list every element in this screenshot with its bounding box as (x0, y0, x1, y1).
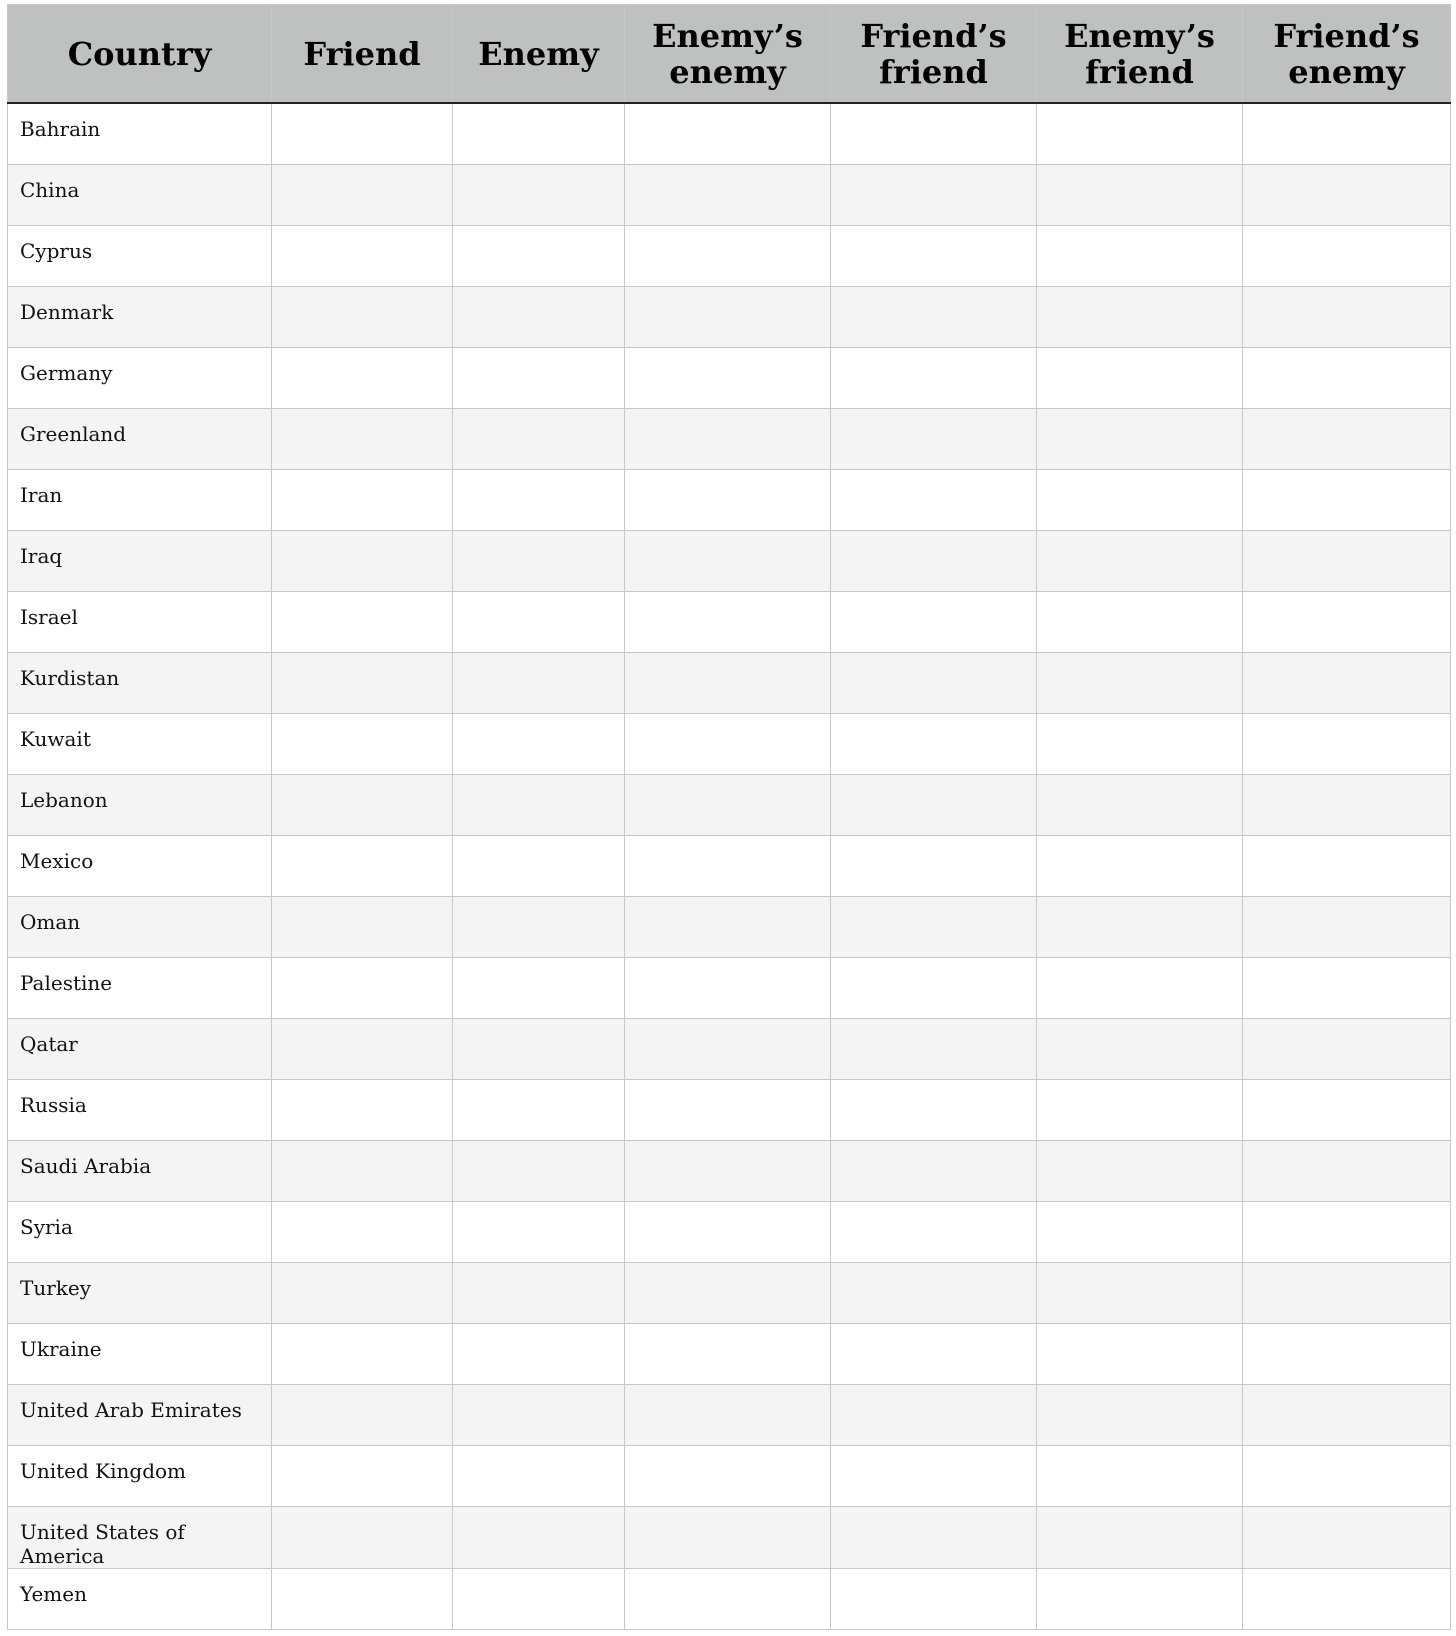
header-enemy: Enemy (453, 5, 625, 104)
country-cell: Oman (8, 897, 272, 958)
country-cell: Israel (8, 592, 272, 653)
country-cell: Germany (8, 348, 272, 409)
friends-enemy-cell[interactable] (1243, 409, 1451, 470)
enemys-friend-cell[interactable] (1037, 958, 1243, 1019)
friend-cell[interactable] (272, 287, 453, 348)
enemys-enemy-cell[interactable] (625, 1324, 831, 1385)
table-row (8, 653, 1451, 714)
country-cell: Russia (8, 1080, 272, 1141)
enemys-enemy-cell[interactable] (625, 1446, 831, 1507)
enemys-enemy-cell[interactable] (625, 1141, 831, 1202)
friend-cell[interactable] (272, 226, 453, 287)
enemy-cell[interactable] (453, 775, 625, 836)
table-row (8, 165, 1451, 226)
enemys-enemy-cell[interactable] (625, 836, 831, 897)
enemy-cell[interactable] (453, 348, 625, 409)
friend-cell[interactable] (272, 1446, 453, 1507)
enemys-enemy-cell[interactable] (625, 958, 831, 1019)
table-row (8, 775, 1451, 836)
enemys-friend-cell[interactable] (1037, 470, 1243, 531)
friends-friend-cell[interactable] (831, 1569, 1037, 1630)
table-row (8, 531, 1451, 592)
enemys-enemy-cell[interactable] (625, 409, 831, 470)
friends-enemy-cell[interactable] (1243, 1080, 1451, 1141)
enemys-enemy-cell[interactable] (625, 1202, 831, 1263)
enemys-friend-cell[interactable] (1037, 836, 1243, 897)
friend-cell[interactable] (272, 1507, 453, 1569)
table-row (8, 1507, 1451, 1569)
friends-friend-cell[interactable] (831, 165, 1037, 226)
friends-friend-cell[interactable] (831, 1324, 1037, 1385)
friend-cell[interactable] (272, 1385, 453, 1446)
enemys-enemy-cell[interactable] (625, 1263, 831, 1324)
table-row (8, 348, 1451, 409)
friends-friend-cell[interactable] (831, 653, 1037, 714)
enemy-cell[interactable] (453, 226, 625, 287)
country-cell: Cyprus (8, 226, 272, 287)
enemys-friend-cell[interactable] (1037, 103, 1243, 165)
table-row (8, 836, 1451, 897)
country-cell: Kuwait (8, 714, 272, 775)
enemys-enemy-cell[interactable] (625, 165, 831, 226)
enemy-cell[interactable] (453, 165, 625, 226)
friends-friend-cell[interactable] (831, 226, 1037, 287)
friends-enemy-cell[interactable] (1243, 897, 1451, 958)
relationship-table (7, 4, 1451, 1630)
friend-cell[interactable] (272, 1263, 453, 1324)
header-country: Country (8, 5, 272, 104)
enemy-cell[interactable] (453, 1019, 625, 1080)
friends-enemy-cell[interactable] (1243, 714, 1451, 775)
enemy-cell[interactable] (453, 409, 625, 470)
friend-cell[interactable] (272, 1019, 453, 1080)
enemys-friend-cell[interactable] (1037, 897, 1243, 958)
friend-cell[interactable] (272, 348, 453, 409)
enemys-friend-cell[interactable] (1037, 226, 1243, 287)
enemy-cell[interactable] (453, 1385, 625, 1446)
friends-enemy-cell[interactable] (1243, 1202, 1451, 1263)
friend-cell[interactable] (272, 836, 453, 897)
table-row (8, 1080, 1451, 1141)
country-cell: Iraq (8, 531, 272, 592)
enemy-cell[interactable] (453, 287, 625, 348)
enemy-cell[interactable] (453, 1324, 625, 1385)
table-row (8, 1569, 1451, 1630)
country-cell: Ukraine (8, 1324, 272, 1385)
enemys-friend-cell[interactable] (1037, 1569, 1243, 1630)
enemys-friend-cell[interactable] (1037, 165, 1243, 226)
friend-cell[interactable] (272, 592, 453, 653)
friends-friend-cell[interactable] (831, 470, 1037, 531)
table-row (8, 1385, 1451, 1446)
friends-enemy-cell[interactable] (1243, 226, 1451, 287)
country-cell: Palestine (8, 958, 272, 1019)
enemy-cell[interactable] (453, 714, 625, 775)
friends-friend-cell[interactable] (831, 1202, 1037, 1263)
friend-cell[interactable] (272, 714, 453, 775)
friends-enemy-cell[interactable] (1243, 1507, 1451, 1569)
enemy-cell[interactable] (453, 1263, 625, 1324)
friends-friend-cell[interactable] (831, 287, 1037, 348)
country-cell: Qatar (8, 1019, 272, 1080)
table-row (8, 714, 1451, 775)
enemys-enemy-cell[interactable] (625, 287, 831, 348)
country-cell: Turkey (8, 1263, 272, 1324)
table-row (8, 897, 1451, 958)
friends-enemy-cell[interactable] (1243, 958, 1451, 1019)
table-row (8, 409, 1451, 470)
table-row (8, 1263, 1451, 1324)
friends-friend-cell[interactable] (831, 348, 1037, 409)
enemys-friend-cell[interactable] (1037, 1202, 1243, 1263)
country-cell: United Kingdom (8, 1446, 272, 1507)
table-row (8, 103, 1451, 165)
enemy-cell[interactable] (453, 1507, 625, 1569)
enemys-enemy-cell[interactable] (625, 1385, 831, 1446)
enemys-friend-cell[interactable] (1037, 714, 1243, 775)
header-enemys-friend: Enemy’s friend (1037, 5, 1243, 104)
table-row (8, 470, 1451, 531)
country-cell: China (8, 165, 272, 226)
enemys-friend-cell[interactable] (1037, 1507, 1243, 1569)
friends-enemy-cell[interactable] (1243, 1446, 1451, 1507)
country-cell: Mexico (8, 836, 272, 897)
country-cell: Yemen (8, 1569, 272, 1630)
friends-enemy-cell[interactable] (1243, 1385, 1451, 1446)
friends-friend-cell[interactable] (831, 103, 1037, 165)
friends-friend-cell[interactable] (831, 1507, 1037, 1569)
header-friends-friend: Friend’s friend (831, 5, 1037, 104)
table-row (8, 1141, 1451, 1202)
friends-friend-cell[interactable] (831, 1019, 1037, 1080)
enemys-friend-cell[interactable] (1037, 1446, 1243, 1507)
header-friend: Friend (272, 5, 453, 104)
country-cell: Denmark (8, 287, 272, 348)
table-row (8, 1324, 1451, 1385)
enemys-friend-cell[interactable] (1037, 1263, 1243, 1324)
table-header (8, 5, 1451, 104)
enemy-cell[interactable] (453, 103, 625, 165)
enemys-friend-cell[interactable] (1037, 1324, 1243, 1385)
friends-enemy-cell[interactable] (1243, 1263, 1451, 1324)
enemys-friend-cell[interactable] (1037, 775, 1243, 836)
friend-cell[interactable] (272, 531, 453, 592)
enemy-cell[interactable] (453, 1202, 625, 1263)
enemys-enemy-cell[interactable] (625, 1019, 831, 1080)
enemys-friend-cell[interactable] (1037, 348, 1243, 409)
friends-friend-cell[interactable] (831, 409, 1037, 470)
friends-friend-cell[interactable] (831, 775, 1037, 836)
enemys-friend-cell[interactable] (1037, 653, 1243, 714)
country-cell: Syria (8, 1202, 272, 1263)
enemy-cell[interactable] (453, 1446, 625, 1507)
enemys-friend-cell[interactable] (1037, 1019, 1243, 1080)
enemy-cell[interactable] (453, 836, 625, 897)
friend-cell[interactable] (272, 409, 453, 470)
friends-friend-cell[interactable] (831, 1263, 1037, 1324)
enemys-enemy-cell[interactable] (625, 470, 831, 531)
country-cell: Lebanon (8, 775, 272, 836)
enemys-enemy-cell[interactable] (625, 714, 831, 775)
friends-enemy-cell[interactable] (1243, 1569, 1451, 1630)
friends-friend-cell[interactable] (831, 1385, 1037, 1446)
enemy-cell[interactable] (453, 653, 625, 714)
table-row (8, 226, 1451, 287)
country-cell: Greenland (8, 409, 272, 470)
enemy-cell[interactable] (453, 1569, 625, 1630)
enemys-enemy-cell[interactable] (625, 897, 831, 958)
friends-enemy-cell[interactable] (1243, 592, 1451, 653)
enemys-friend-cell[interactable] (1037, 592, 1243, 653)
friends-friend-cell[interactable] (831, 714, 1037, 775)
enemys-friend-cell[interactable] (1037, 409, 1243, 470)
table-row (8, 287, 1451, 348)
friend-cell[interactable] (272, 1324, 453, 1385)
table-row (8, 1019, 1451, 1080)
friends-enemy-cell[interactable] (1243, 1019, 1451, 1080)
friends-enemy-cell[interactable] (1243, 1141, 1451, 1202)
friend-cell[interactable] (272, 470, 453, 531)
enemy-cell[interactable] (453, 897, 625, 958)
enemys-friend-cell[interactable] (1037, 1141, 1243, 1202)
friends-enemy-cell[interactable] (1243, 531, 1451, 592)
friends-friend-cell[interactable] (831, 592, 1037, 653)
friends-friend-cell[interactable] (831, 531, 1037, 592)
friends-enemy-cell[interactable] (1243, 470, 1451, 531)
enemys-friend-cell[interactable] (1037, 287, 1243, 348)
friends-enemy-cell[interactable] (1243, 103, 1451, 165)
enemys-enemy-cell[interactable] (625, 226, 831, 287)
enemys-enemy-cell[interactable] (625, 1507, 831, 1569)
enemy-cell[interactable] (453, 531, 625, 592)
enemys-enemy-cell[interactable] (625, 531, 831, 592)
enemy-cell[interactable] (453, 1080, 625, 1141)
friend-cell[interactable] (272, 103, 453, 165)
enemys-enemy-cell[interactable] (625, 653, 831, 714)
enemy-cell[interactable] (453, 1141, 625, 1202)
friends-enemy-cell[interactable] (1243, 165, 1451, 226)
table-row (8, 1202, 1451, 1263)
friends-friend-cell[interactable] (831, 1080, 1037, 1141)
enemys-friend-cell[interactable] (1037, 1080, 1243, 1141)
friend-cell[interactable] (272, 653, 453, 714)
table-row (8, 1446, 1451, 1507)
friends-friend-cell[interactable] (831, 836, 1037, 897)
enemy-cell[interactable] (453, 470, 625, 531)
enemy-cell[interactable] (453, 958, 625, 1019)
friend-cell[interactable] (272, 1569, 453, 1630)
friends-enemy-cell[interactable] (1243, 1324, 1451, 1385)
enemys-enemy-cell[interactable] (625, 348, 831, 409)
header-enemys-enemy: Enemy’s enemy (625, 5, 831, 104)
friends-friend-cell[interactable] (831, 1446, 1037, 1507)
country-cell: Kurdistan (8, 653, 272, 714)
enemy-cell[interactable] (453, 592, 625, 653)
country-cell: United Arab Emirates (8, 1385, 272, 1446)
friend-cell[interactable] (272, 1141, 453, 1202)
friends-enemy-cell[interactable] (1243, 653, 1451, 714)
country-cell: Iran (8, 470, 272, 531)
friends-friend-cell[interactable] (831, 1141, 1037, 1202)
enemys-enemy-cell[interactable] (625, 775, 831, 836)
enemys-friend-cell[interactable] (1037, 1385, 1243, 1446)
enemys-enemy-cell[interactable] (625, 103, 831, 165)
friend-cell[interactable] (272, 1202, 453, 1263)
header-friends-enemy: Friend’s enemy (1243, 5, 1451, 104)
friend-cell[interactable] (272, 775, 453, 836)
table-body (8, 103, 1451, 1630)
friend-cell[interactable] (272, 1080, 453, 1141)
enemys-friend-cell[interactable] (1037, 531, 1243, 592)
friend-cell[interactable] (272, 958, 453, 1019)
country-cell: Bahrain (8, 103, 272, 165)
enemys-enemy-cell[interactable] (625, 592, 831, 653)
country-cell: Saudi Arabia (8, 1141, 272, 1202)
friends-friend-cell[interactable] (831, 897, 1037, 958)
enemys-enemy-cell[interactable] (625, 1080, 831, 1141)
friends-enemy-cell[interactable] (1243, 775, 1451, 836)
enemys-enemy-cell[interactable] (625, 1569, 831, 1630)
friend-cell[interactable] (272, 897, 453, 958)
friends-enemy-cell[interactable] (1243, 287, 1451, 348)
friend-cell[interactable] (272, 165, 453, 226)
table-row (8, 592, 1451, 653)
country-cell: United States of America (8, 1507, 272, 1569)
friends-friend-cell[interactable] (831, 958, 1037, 1019)
table-row (8, 958, 1451, 1019)
friends-enemy-cell[interactable] (1243, 348, 1451, 409)
header-row (8, 5, 1451, 104)
friends-enemy-cell[interactable] (1243, 836, 1451, 897)
